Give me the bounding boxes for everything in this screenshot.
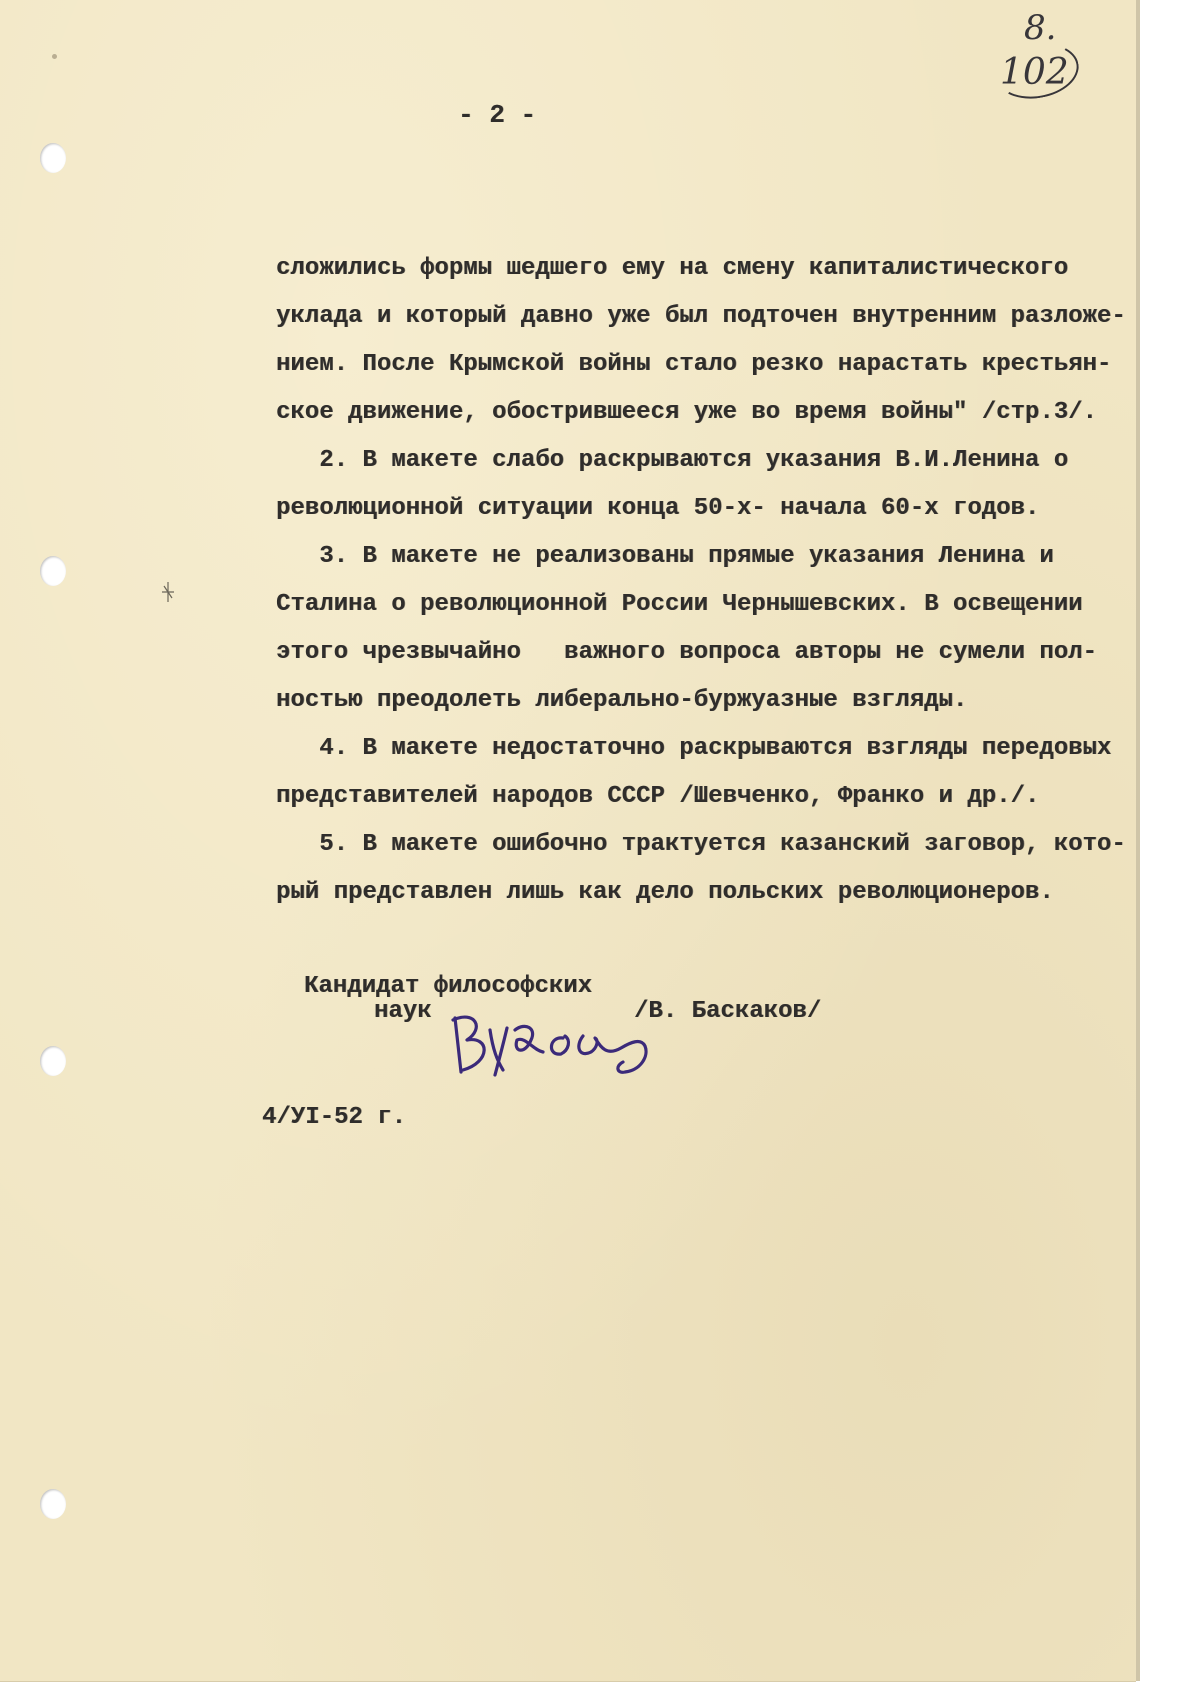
page-edge xyxy=(1136,0,1140,1681)
body-line: этого чрезвычайно важного вопроса авторы не сумели пол- xyxy=(276,639,1097,666)
body-line: ское движение, обострившееся уже во время войны" /стр.3/. xyxy=(276,399,1097,426)
body-line: ностью преодолеть либерально-буржуазные взгляды. xyxy=(276,687,968,714)
body-text xyxy=(276,0,1126,920)
body-line: нием. После Крымской войны стало резко нарастать крестьян- xyxy=(276,351,1112,378)
signature-title-line1: Кандидат философских xyxy=(304,973,593,1000)
body-line: 3. В макете не реализованы прямые указания Ленина и xyxy=(276,543,1054,570)
punch-hole-2 xyxy=(40,556,66,586)
punch-hole-1 xyxy=(40,143,66,173)
margin-pencil-mark xyxy=(158,580,178,604)
body-line: уклада и который давно уже был подточен внутренним разложе- xyxy=(276,303,1126,330)
signature-title-line2: наук xyxy=(374,998,432,1025)
page-number: - 2 - xyxy=(458,100,537,130)
body-line: сложились формы шедшего ему на смену капиталистического xyxy=(276,255,1069,282)
document-date: 4/УI-52 г. xyxy=(262,1104,407,1131)
archive-number-bottom: 102 xyxy=(1000,52,1069,93)
body-line: Сталина о революционной России Чернышевских. В освещении xyxy=(276,591,1083,618)
punch-hole-3 xyxy=(40,1046,66,1076)
corner-dot xyxy=(52,54,57,59)
body-line: 2. В макете слабо раскрываются указания В.И.Ленина о xyxy=(276,447,1069,474)
body-line: представителей народов СССР /Шевченко, Франко и др./. xyxy=(276,783,1040,810)
body-line: 4. В макете недостаточно раскрываются взгляды передовых xyxy=(276,735,1112,762)
archive-number-top: 8. xyxy=(1024,8,1057,48)
body-line: 5. В макете ошибочно трактуется казанский заговор, кото- xyxy=(276,831,1126,858)
body-line: революционной ситуации конца 50-х- начала 60-х годов. xyxy=(276,495,1040,522)
signatory-name: /В. Баскаков/ xyxy=(634,998,822,1025)
handwritten-signature xyxy=(445,1000,675,1090)
punch-hole-4 xyxy=(40,1489,66,1519)
body-line: рый представлен лишь как дело польских революционеров. xyxy=(276,879,1054,906)
